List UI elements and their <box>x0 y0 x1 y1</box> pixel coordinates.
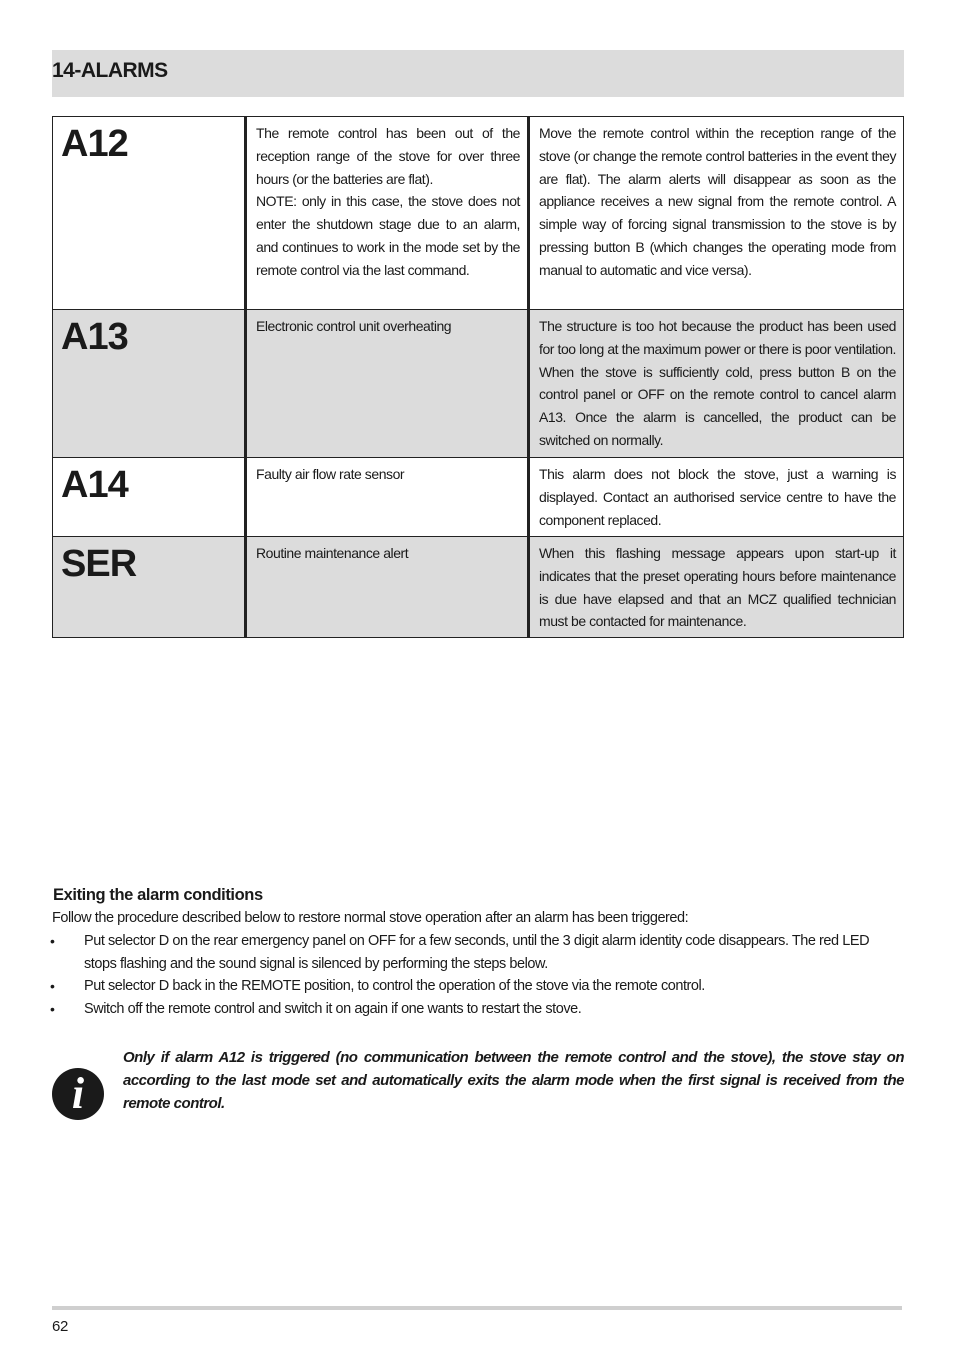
list-item <box>52 975 904 998</box>
bullet-icon: • <box>50 933 55 949</box>
table-row <box>53 117 904 310</box>
info-note <box>52 1046 904 1118</box>
table-row <box>53 458 904 537</box>
section-header <box>52 50 904 97</box>
section-title: 14-ALARMS <box>52 59 168 82</box>
alarm-cause <box>246 537 529 638</box>
alarm-code: A12 <box>53 117 246 310</box>
page-number: 62 <box>52 1318 69 1335</box>
alarm-code: A13 <box>53 310 246 458</box>
alarms-table <box>52 116 904 638</box>
list-item <box>52 930 904 975</box>
alarm-cause-text: Routine maintenance alert <box>256 545 409 561</box>
exit-title: Exiting the alarm conditions <box>53 886 263 904</box>
table-row <box>53 310 904 458</box>
alarm-cause <box>246 117 529 310</box>
alarm-code: A14 <box>53 458 246 537</box>
alarm-cause-text: Electronic control unit overheating <box>256 318 452 334</box>
info-note-text: Only if alarm A12 is triggered (no communication between the remote control and the stove), the stove stay on according to the last mode set and automatically exits the alarm mode when the first signal is received from the remote control. <box>123 1049 904 1112</box>
alarm-cause-text: The remote control has been out of the reception range of the stove for over three hours (or the batteries are flat). <box>256 125 520 187</box>
info-icon: i <box>52 1068 104 1120</box>
alarm-code: SER <box>53 537 246 638</box>
alarm-solution: When this flashing message appears upon start-up it indicates that the preset operating hours before maintenance is due have elapsed and that an MCZ qualified technician must be contacted for maintenance. <box>529 537 904 638</box>
bullet-icon: • <box>50 978 55 995</box>
step-text: Switch off the remote control and switch it on again if one wants to restart the stove. <box>84 1000 582 1017</box>
list-item <box>52 998 904 1021</box>
alarm-cause <box>246 458 529 537</box>
footer-divider <box>52 1306 902 1310</box>
alarm-cause-note: NOTE: only in this case, the stove does not enter the shutdown stage due to an alarm, and continues to work in the mode set by the remote control via the last command. <box>256 193 520 278</box>
bullet-icon: • <box>50 1000 55 1017</box>
exit-steps-list <box>52 930 904 1020</box>
alarm-solution: The structure is too hot because the product has been used for too long at the maximum power or there is poor ventilation. When the stove is sufficiently cold, press button B on the control panel or OFF on the remote control to cancel alarm A13. Once the alarm is cancelled, the product can be switched on normally. <box>529 310 904 458</box>
exit-alarm-section <box>52 886 904 1020</box>
exit-intro: Follow the procedure described below to restore normal stove operation after an alarm has been triggered: <box>52 910 689 926</box>
alarm-cause <box>246 310 529 458</box>
alarm-cause-text: Faulty air flow rate sensor <box>256 466 405 482</box>
alarm-solution: This alarm does not block the stove, just a warning is displayed. Contact an authorised service centre to have the component replaced. <box>529 458 904 537</box>
alarm-solution: Move the remote control within the reception range of the stove (or change the remote control batteries in the event they are flat). The alarm alerts will disappear as soon as the appliance receives a new signal from the remote control. A simple way of forcing signal transmission to the stove is by pressing button B (which changes the operating mode from manual to automatic and vice versa). <box>529 117 904 310</box>
step-text: Put selector D back in the REMOTE position, to control the operation of the stove via the remote control. <box>84 978 705 995</box>
table-row <box>53 537 904 638</box>
step-text: Put selector D on the rear emergency panel on OFF for a few seconds, until the 3 digit alarm identity code disappears. The red LED stops flashing and the sound signal is silenced by performing the steps below. <box>84 933 870 972</box>
